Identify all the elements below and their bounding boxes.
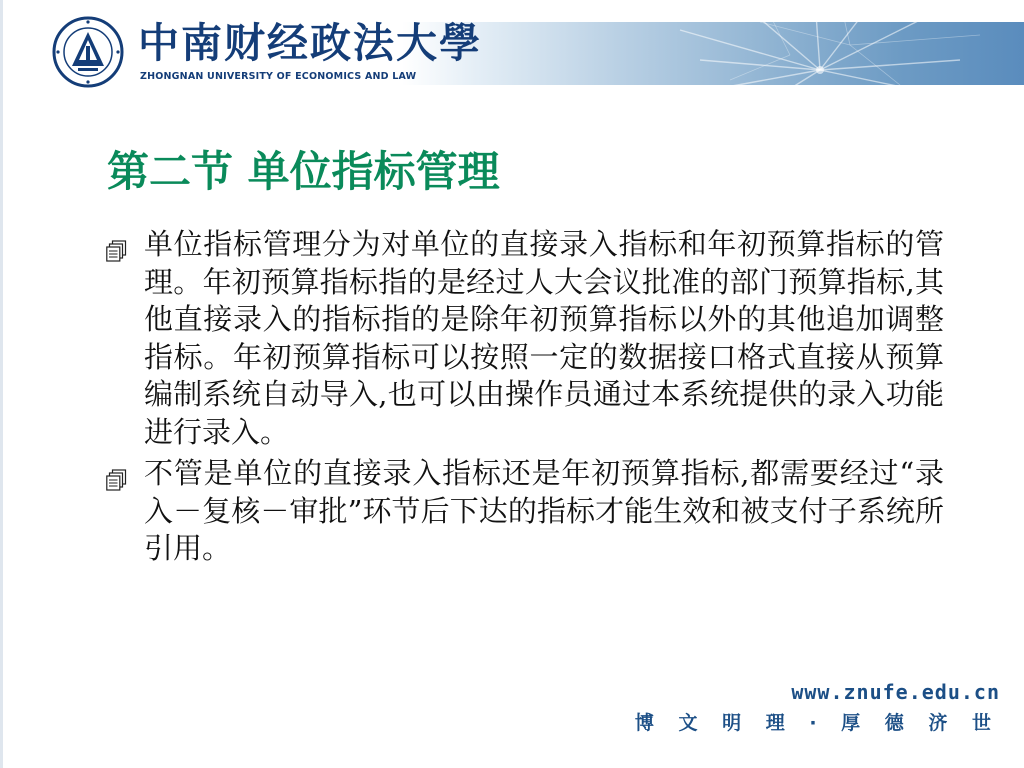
bullet-item <box>106 226 956 451</box>
university-seal-icon <box>52 16 124 88</box>
footer-url: www.znufe.edu.cn <box>791 680 1000 704</box>
starburst-decoration <box>640 0 1024 95</box>
page-title: 第二节 单位指标管理 <box>107 147 500 196</box>
footer-motto: 博 文 明 理 · 厚 德 济 世 <box>634 712 1000 734</box>
bullet-text: 不管是单位的直接录入指标还是年初预算指标,都需要经过“录入－复核－审批”环节后下达的指标才能生效和被支付子系统所引用。 <box>144 456 944 565</box>
note-bullet-icon <box>106 469 130 491</box>
note-bullet-icon <box>106 240 130 262</box>
university-name-en: ZHONGNAN UNIVERSITY OF ECONOMICS AND LAW <box>140 71 417 82</box>
university-name-cn: 中南财经政法大學 <box>138 19 482 67</box>
bullet-text: 单位指标管理分为对单位的直接录入指标和年初预算指标的管理。年初预算指标指的是经过人大会议批准的部门预算指标,其他直接录入的指标指的是除年初预算指标以外的其他追加调整指标。年初预算指标可以按照一定的数据接口格式直接从预算编制系统自动导入,也可以由操作员通过本系统提供的录入功能进行录入。 <box>144 227 944 449</box>
bullet-list <box>106 226 956 572</box>
left-border <box>0 0 3 768</box>
bullet-item <box>106 455 956 568</box>
